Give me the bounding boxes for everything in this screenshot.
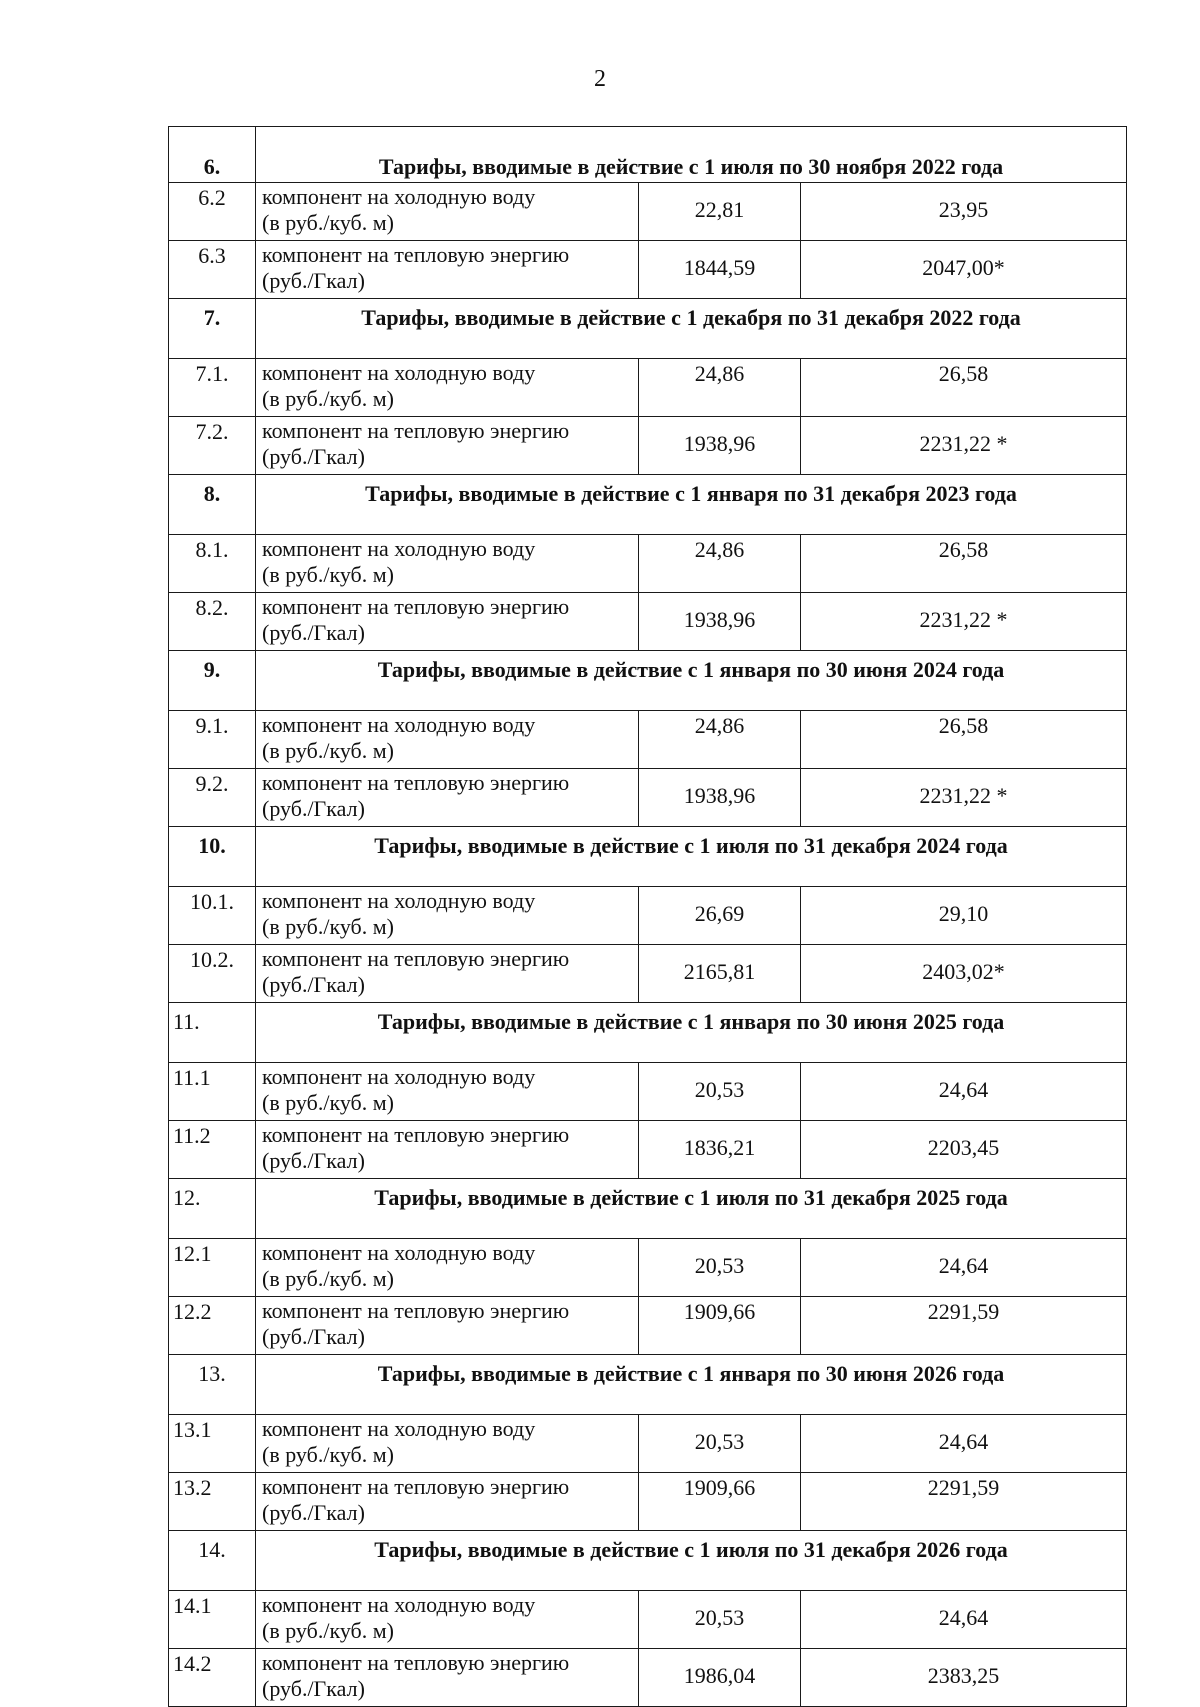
item-value-1: 1844,59: [639, 241, 801, 299]
section-title: Тарифы, вводимые в действие с 1 июля по 31 декабря 2024 года: [256, 827, 1127, 887]
item-number: 10.2.: [169, 945, 256, 1003]
section-header-row: [169, 1003, 1127, 1063]
tariff-row: [169, 1121, 1127, 1179]
item-description: компонент на тепловую энергию (руб./Гкал): [256, 1473, 639, 1531]
item-value-2: 2403,02*: [801, 945, 1127, 1003]
item-description: компонент на холодную воду (в руб./куб. м): [256, 359, 639, 417]
section-title: Тарифы, вводимые в действие с 1 июля по 31 декабря 2026 года: [256, 1531, 1127, 1591]
tariff-row: [169, 1473, 1127, 1531]
tariff-row: [169, 945, 1127, 1003]
tariff-row: [169, 1297, 1127, 1355]
tariff-row: [169, 1415, 1127, 1473]
item-value-1: 20,53: [639, 1239, 801, 1297]
section-header-row: [169, 1179, 1127, 1239]
tariff-row: [169, 711, 1127, 769]
item-value-1: 20,53: [639, 1063, 801, 1121]
item-value-2: 2203,45: [801, 1121, 1127, 1179]
item-value-2: 24,64: [801, 1415, 1127, 1473]
item-number: 12.2: [169, 1297, 256, 1355]
item-number: 8.1.: [169, 535, 256, 593]
section-title: Тарифы, вводимые в действие с 1 декабря по 31 декабря 2022 года: [256, 299, 1127, 359]
section-number: 11.: [169, 1003, 256, 1063]
item-value-1: 20,53: [639, 1591, 801, 1649]
item-value-1: 24,86: [639, 535, 801, 593]
item-value-1: 2165,81: [639, 945, 801, 1003]
item-number: 9.1.: [169, 711, 256, 769]
item-number: 14.1: [169, 1591, 256, 1649]
tariff-row: [169, 1063, 1127, 1121]
page-number: 2: [594, 66, 606, 92]
item-value-1: 26,69: [639, 887, 801, 945]
tariff-row: [169, 769, 1127, 827]
item-value-1: 1909,66: [639, 1473, 801, 1531]
item-value-1: 1909,66: [639, 1297, 801, 1355]
item-value-2: 2231,22 *: [801, 593, 1127, 651]
item-number: 6.3: [169, 241, 256, 299]
item-number: 14.2: [169, 1649, 256, 1707]
section-header-row: [169, 651, 1127, 711]
item-number: 12.1: [169, 1239, 256, 1297]
item-value-2: 24,64: [801, 1239, 1127, 1297]
item-value-1: 20,53: [639, 1415, 801, 1473]
item-number: 13.1: [169, 1415, 256, 1473]
item-value-2: 2231,22 *: [801, 769, 1127, 827]
item-value-1: 1938,96: [639, 417, 801, 475]
tariff-row: [169, 887, 1127, 945]
item-description: компонент на тепловую энергию (руб./Гкал): [256, 945, 639, 1003]
item-description: компонент на холодную воду (в руб./куб. м): [256, 183, 639, 241]
item-description: компонент на холодную воду (в руб./куб. м): [256, 1591, 639, 1649]
section-title: Тарифы, вводимые в действие с 1 января по 30 июня 2025 года: [256, 1003, 1127, 1063]
tariff-row: [169, 1239, 1127, 1297]
item-number: 8.2.: [169, 593, 256, 651]
item-value-1: 1938,96: [639, 769, 801, 827]
section-number: 12.: [169, 1179, 256, 1239]
item-description: компонент на тепловую энергию (руб./Гкал): [256, 769, 639, 827]
item-value-2: 29,10: [801, 887, 1127, 945]
tariff-row: [169, 593, 1127, 651]
tariff-row: [169, 535, 1127, 593]
item-value-2: 24,64: [801, 1063, 1127, 1121]
section-header-row: [169, 1531, 1127, 1591]
item-value-2: 26,58: [801, 711, 1127, 769]
item-description: компонент на тепловую энергию (руб./Гкал): [256, 1297, 639, 1355]
item-number: 11.2: [169, 1121, 256, 1179]
item-value-2: 2047,00*: [801, 241, 1127, 299]
section-number: 9.: [169, 651, 256, 711]
item-value-2: 26,58: [801, 359, 1127, 417]
item-value-1: 1938,96: [639, 593, 801, 651]
section-header-row: [169, 475, 1127, 535]
tariff-row: [169, 241, 1127, 299]
section-header-row: [169, 827, 1127, 887]
tariff-row: [169, 1649, 1127, 1707]
section-number: 8.: [169, 475, 256, 535]
item-value-2: 24,64: [801, 1591, 1127, 1649]
tariff-row: [169, 183, 1127, 241]
item-number: 7.2.: [169, 417, 256, 475]
item-value-1: 24,86: [639, 711, 801, 769]
item-description: компонент на тепловую энергию (руб./Гкал): [256, 1649, 639, 1707]
item-description: компонент на тепловую энергию (руб./Гкал): [256, 593, 639, 651]
item-number: 6.2: [169, 183, 256, 241]
item-description: компонент на тепловую энергию (руб./Гкал): [256, 241, 639, 299]
item-value-2: 2383,25: [801, 1649, 1127, 1707]
section-title: Тарифы, вводимые в действие с 1 января по 30 июня 2026 года: [256, 1355, 1127, 1415]
item-number: 10.1.: [169, 887, 256, 945]
section-header-row: [169, 1355, 1127, 1415]
item-value-1: 1986,04: [639, 1649, 801, 1707]
section-title: Тарифы, вводимые в действие с 1 июля по 31 декабря 2025 года: [256, 1179, 1127, 1239]
item-description: компонент на холодную воду (в руб./куб. м): [256, 887, 639, 945]
section-number: 13.: [169, 1355, 256, 1415]
item-value-1: 1836,21: [639, 1121, 801, 1179]
item-value-2: 23,95: [801, 183, 1127, 241]
tariff-table: [168, 126, 1127, 1707]
section-number: 6.: [169, 127, 256, 183]
section-header-row: [169, 299, 1127, 359]
item-value-2: 2291,59: [801, 1297, 1127, 1355]
item-description: компонент на холодную воду (в руб./куб. м): [256, 1239, 639, 1297]
item-value-2: 2231,22 *: [801, 417, 1127, 475]
tariff-row: [169, 1591, 1127, 1649]
item-description: компонент на холодную воду (в руб./куб. м): [256, 711, 639, 769]
item-number: 9.2.: [169, 769, 256, 827]
section-title: Тарифы, вводимые в действие с 1 января по 31 декабря 2023 года: [256, 475, 1127, 535]
section-number: 14.: [169, 1531, 256, 1591]
item-number: 7.1.: [169, 359, 256, 417]
item-number: 13.2: [169, 1473, 256, 1531]
item-value-1: 24,86: [639, 359, 801, 417]
item-number: 11.1: [169, 1063, 256, 1121]
tariff-row: [169, 359, 1127, 417]
section-title: Тарифы, вводимые в действие с 1 января по 30 июня 2024 года: [256, 651, 1127, 711]
item-value-2: 26,58: [801, 535, 1127, 593]
tariff-row: [169, 417, 1127, 475]
section-number: 10.: [169, 827, 256, 887]
item-description: компонент на тепловую энергию (руб./Гкал): [256, 417, 639, 475]
item-value-1: 22,81: [639, 183, 801, 241]
item-description: компонент на тепловую энергию (руб./Гкал): [256, 1121, 639, 1179]
item-value-2: 2291,59: [801, 1473, 1127, 1531]
section-title: Тарифы, вводимые в действие с 1 июля по 30 ноября 2022 года: [256, 127, 1127, 183]
section-header-row: [169, 127, 1127, 183]
item-description: компонент на холодную воду (в руб./куб. м): [256, 1063, 639, 1121]
section-number: 7.: [169, 299, 256, 359]
item-description: компонент на холодную воду (в руб./куб. м): [256, 1415, 639, 1473]
item-description: компонент на холодную воду (в руб./куб. м): [256, 535, 639, 593]
